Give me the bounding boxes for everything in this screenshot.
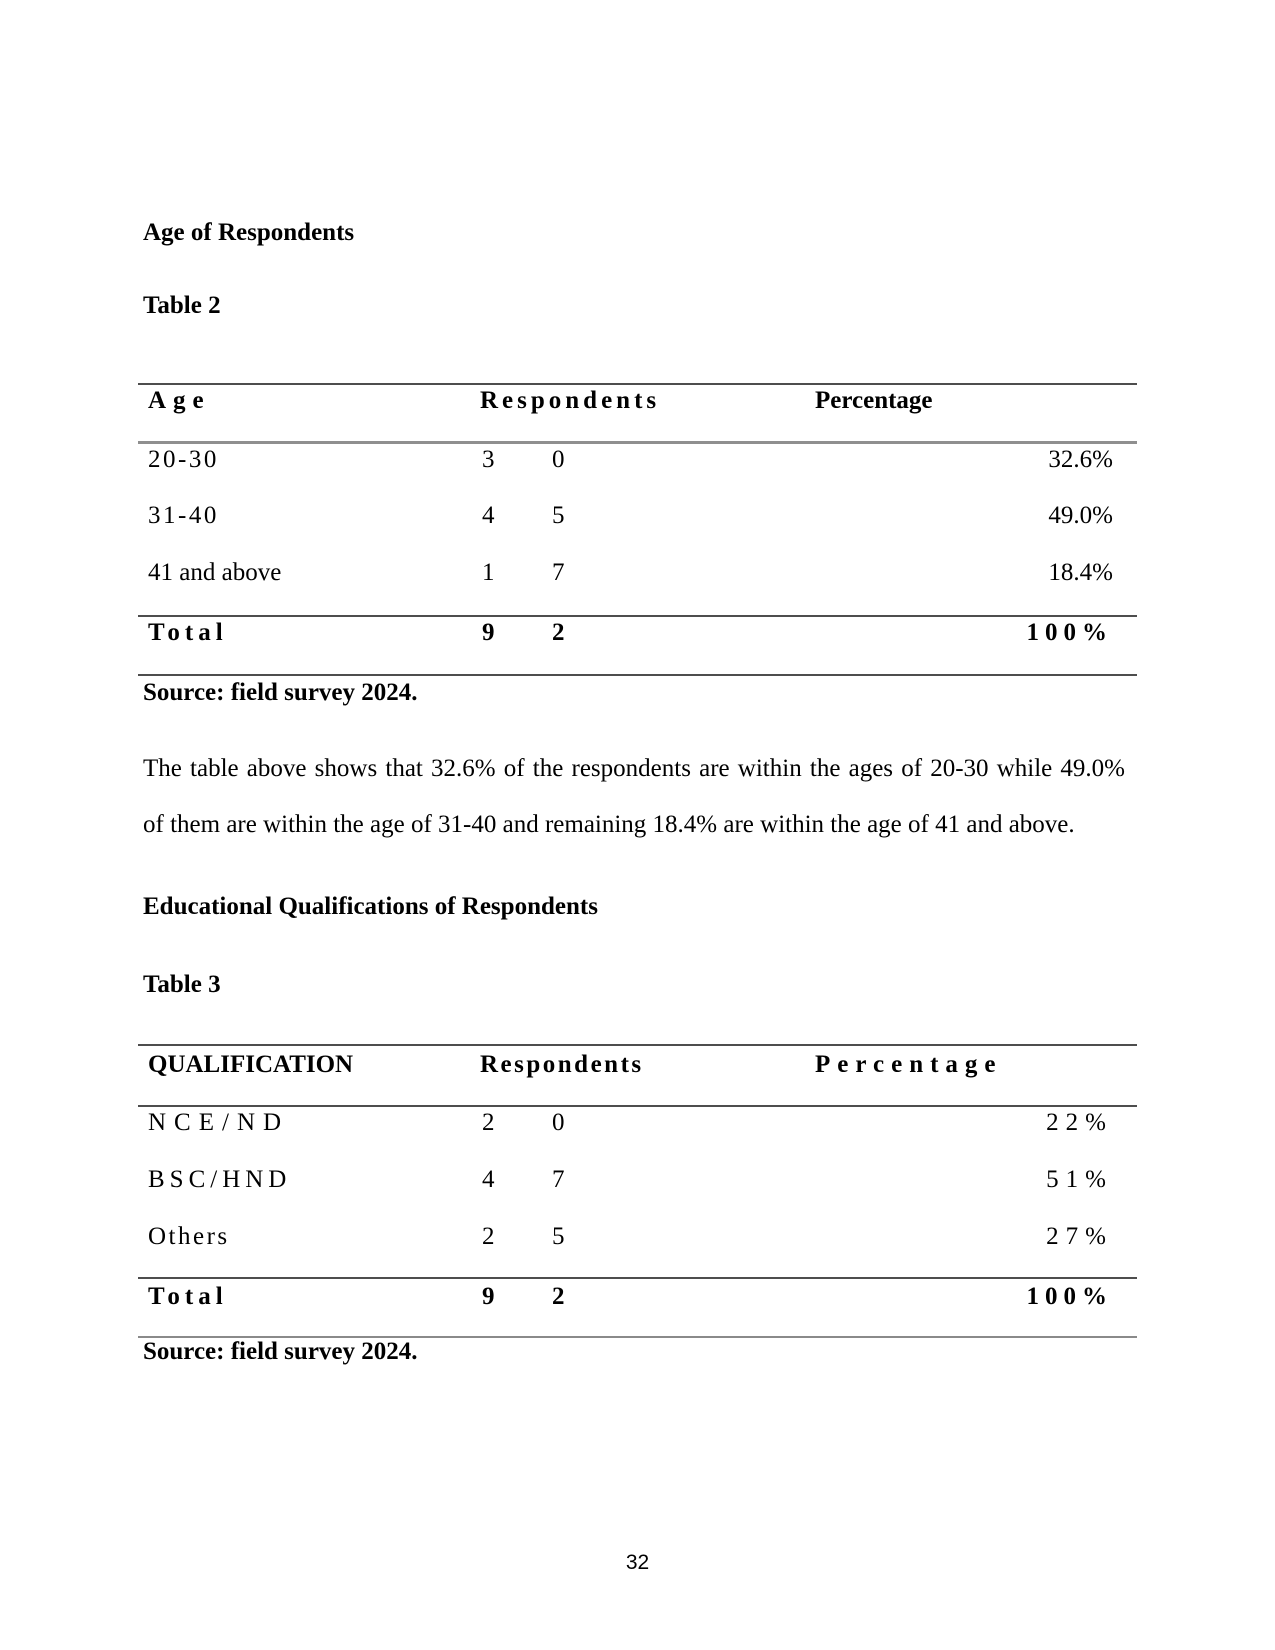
table2-row-percentage: 32.6% xyxy=(1048,446,1113,473)
table2-total-percentage: 100% xyxy=(1026,619,1113,646)
table2-row-respondents-tens: 4 xyxy=(482,502,495,529)
table2-header-age: Age xyxy=(148,387,211,414)
table3-row-percentage: 51% xyxy=(1046,1166,1113,1193)
table3-total-label: Total xyxy=(148,1283,228,1310)
table2-total-divider xyxy=(138,615,1137,617)
table2-row-respondents-ones: 0 xyxy=(552,446,565,473)
table3-total-respondents-tens: 9 xyxy=(482,1283,495,1310)
table3-row-qualification: NCE/ND xyxy=(148,1109,290,1136)
table3-row-respondents-tens: 4 xyxy=(482,1166,495,1193)
table2-header-divider xyxy=(138,441,1137,444)
table2-header-percentage: Percentage xyxy=(815,387,933,414)
table3-top-border xyxy=(138,1044,1137,1046)
table3-total-divider xyxy=(138,1277,1137,1279)
table3-row-respondents-ones: 0 xyxy=(552,1109,565,1136)
age-section-heading: Age of Respondents xyxy=(143,219,355,246)
table2-row-percentage: 18.4% xyxy=(1048,559,1113,586)
qualification-section-heading: Educational Qualifications of Respondents xyxy=(143,893,598,920)
table3-row-respondents-ones: 5 xyxy=(552,1223,565,1250)
table2-row-respondents-ones: 7 xyxy=(552,559,565,586)
analysis-paragraph-line1: The table above shows that 32.6% of the respondents are within the ages of 20-30 while 49.0% xyxy=(143,755,1125,782)
table2-header-respondents: Respondents xyxy=(480,387,661,414)
table2-row-age: 20-30 xyxy=(148,446,219,473)
analysis-paragraph-line2: of them are within the age of 31-40 and remaining 18.4% are within the age of 41 and above. xyxy=(143,811,1075,838)
table3-row-percentage: 22% xyxy=(1046,1109,1113,1136)
page-number: 32 xyxy=(625,1551,650,1574)
table3-header-percentage: Percentage xyxy=(815,1051,1003,1078)
table2-total-label: Total xyxy=(148,619,228,646)
table2-row-respondents-ones: 5 xyxy=(552,502,565,529)
table3-row-respondents-ones: 7 xyxy=(552,1166,565,1193)
table2-row-age: 41 and above xyxy=(148,559,282,586)
table3-total-percentage: 100% xyxy=(1026,1283,1113,1310)
table3-source-note: Source: field survey 2024. xyxy=(143,1338,418,1365)
table3-caption: Table 3 xyxy=(143,971,221,998)
table2-source-note: Source: field survey 2024. xyxy=(143,679,418,706)
table2-row-percentage: 49.0% xyxy=(1048,502,1113,529)
table3-row-respondents-tens: 2 xyxy=(482,1223,495,1250)
table2-row-respondents-tens: 3 xyxy=(482,446,495,473)
table3-row-respondents-tens: 2 xyxy=(482,1109,495,1136)
table2-total-respondents-ones: 2 xyxy=(552,619,565,646)
table3-row-qualification: Others xyxy=(148,1223,230,1250)
table3-total-respondents-ones: 2 xyxy=(552,1283,565,1310)
table3-header-respondents: Respondents xyxy=(480,1051,644,1078)
table2-total-respondents-tens: 9 xyxy=(482,619,495,646)
table3-header-qualification: QUALIFICATION xyxy=(148,1051,354,1078)
table3-row-percentage: 27% xyxy=(1046,1223,1113,1250)
table3-row-qualification: BSC/HND xyxy=(148,1166,292,1193)
table2-row-respondents-tens: 1 xyxy=(482,559,495,586)
table2-caption: Table 2 xyxy=(143,292,221,319)
table2-row-age: 31-40 xyxy=(148,502,219,529)
